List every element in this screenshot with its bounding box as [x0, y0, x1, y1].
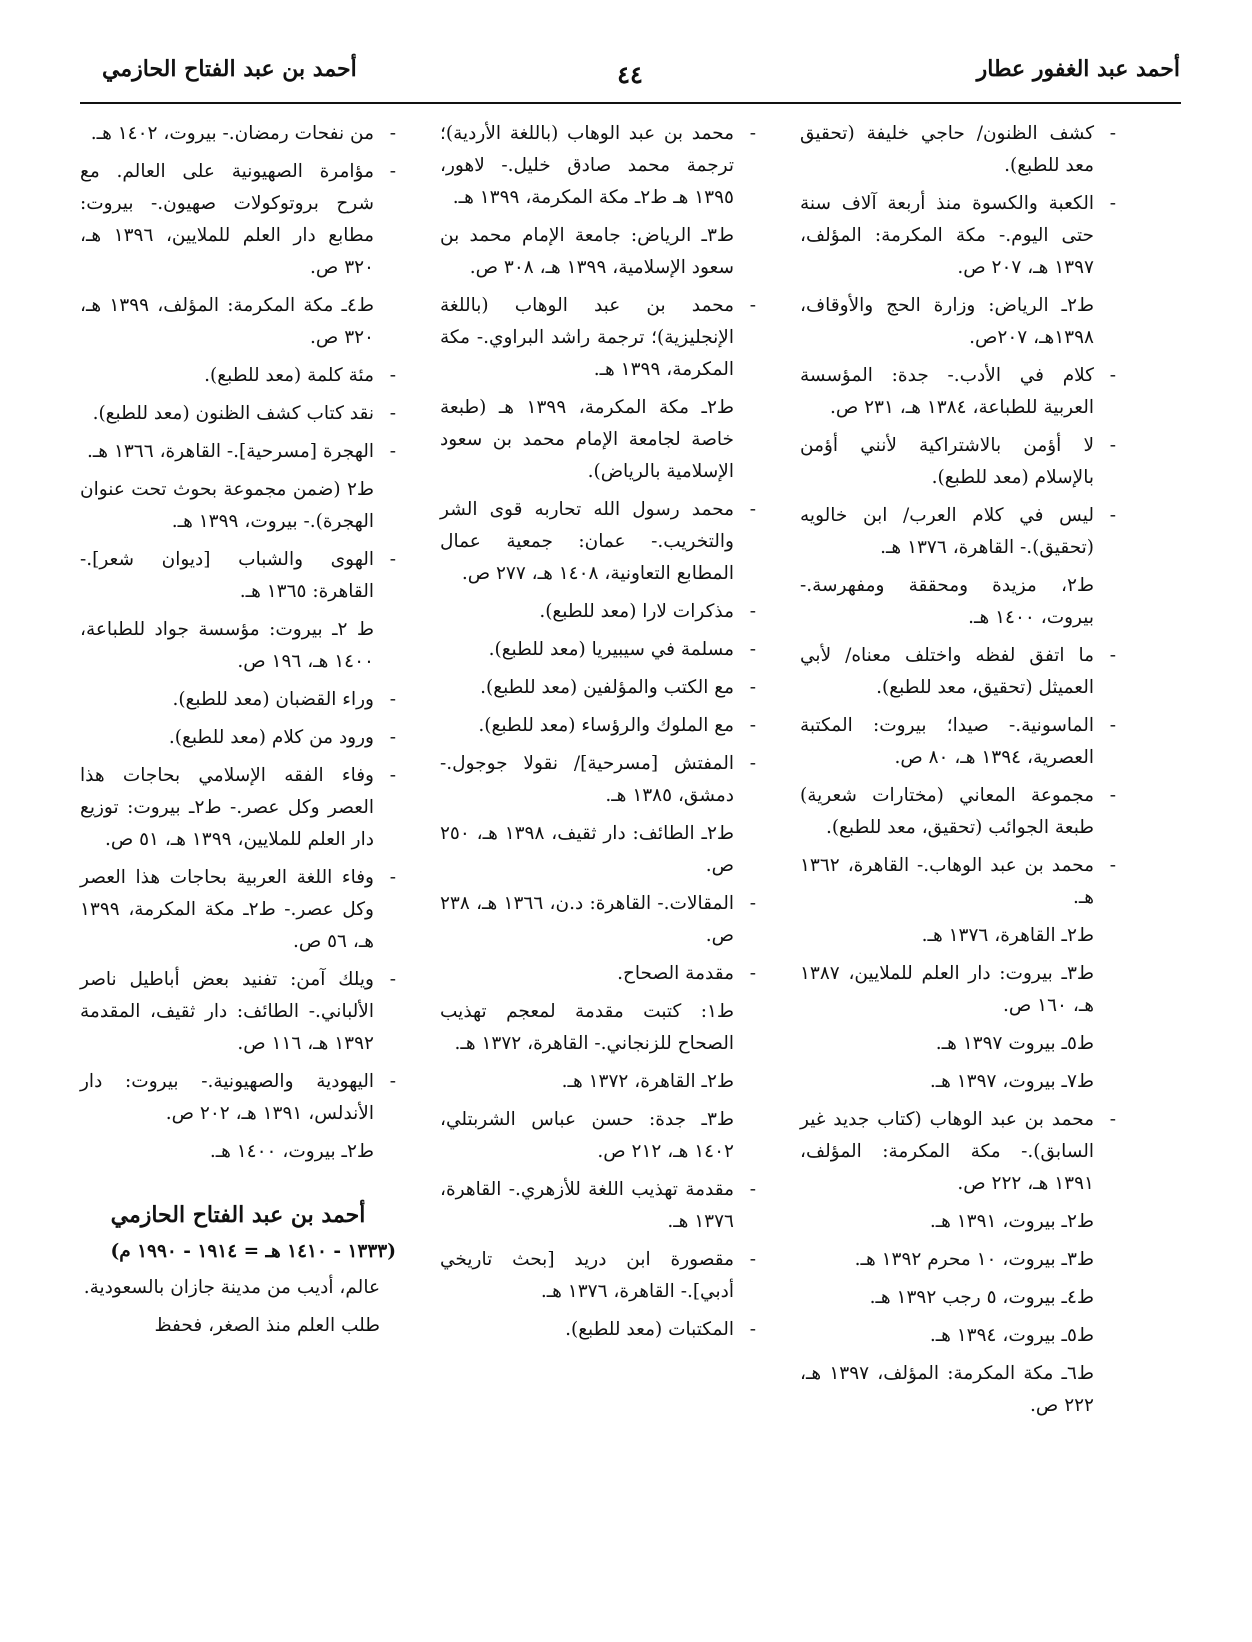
bibliography-entry: [440, 118, 756, 214]
edition-note: ط٤ـ بيروت، ٥ رجب ١٣٩٢ هـ.: [869, 1287, 1094, 1308]
bibliography-entry: [80, 862, 396, 958]
bibliography-entry: [440, 596, 756, 628]
entry-dash: -: [1109, 505, 1116, 526]
running-head-left: أحمد بن عبد الفتاح الحازمي: [102, 56, 357, 82]
column-right: [800, 118, 1116, 1428]
entry-dash: -: [389, 727, 396, 748]
entry-dash: -: [749, 753, 756, 774]
bibliography-entry: [440, 710, 756, 742]
entry-text: الكعبة والكسوة منذ أربعة آلاف سنة حتى اليوم.- مكة المكرمة: المؤلف، ١٣٩٧ هـ، ٢٠٧ ص.: [800, 193, 1094, 278]
entry-text: مع الملوك والرؤساء (معد للطبع).: [478, 715, 734, 736]
entry-dash: -: [1109, 365, 1116, 386]
biography-paragraph: عالم، أديب من مدينة جازان بالسعودية.: [83, 1277, 380, 1298]
entry-dash: -: [749, 1179, 756, 1200]
entry-text: مع الكتب والمؤلفين (معد للطبع).: [480, 677, 734, 698]
entry-text: المقالات.- القاهرة: د.ن، ١٣٦٦ هـ، ٢٣٨ ص.: [440, 893, 734, 946]
bibliography-entry: [800, 500, 1116, 564]
entry-text: محمد بن عبد الوهاب (باللغة الإنجليزية)؛ ترجمة راشد البراوي.- مكة المكرمة، ١٣٩٩ هـ.: [440, 295, 734, 380]
bibliography-entry: [80, 398, 396, 430]
entry-dash: -: [1109, 1109, 1116, 1130]
edition-note: ط٢ـ القاهرة، ١٣٧٢ هـ.: [561, 1071, 734, 1092]
entry-text: المفتش [مسرحية]/ نقولا جوجول.- دمشق، ١٣٨٥ هـ.: [440, 753, 734, 806]
bibliography-entry: [440, 1244, 756, 1308]
bibliography-entry: [440, 672, 756, 704]
biography-paragraph: طلب العلم منذ الصغر، فحفظ: [154, 1315, 380, 1336]
edition-note: ط٣ـ بيروت: دار العلم للملايين، ١٣٨٧ هـ، ١٦٠ ص.: [800, 963, 1094, 1016]
edition-note: ط٢ـ مكة المكرمة، ١٣٩٩ هـ (طبعة خاصة لجامعة الإمام محمد بن سعود الإسلامية بالرياض).: [440, 397, 734, 482]
bibliography-entry: [800, 360, 1116, 424]
entry-dash: -: [1109, 193, 1116, 214]
entry-text: اليهودية والصهيونية.- بيروت: دار الأندلس، ١٣٩١ هـ، ٢٠٢ ص.: [80, 1071, 374, 1124]
entry-dash: -: [1109, 123, 1116, 144]
edition-note: ط٢ـ الطائف: دار ثقيف، ١٣٩٨ هـ، ٢٥٠ ص.: [440, 823, 734, 876]
bibliography-entry: [440, 958, 756, 990]
entry-dash: -: [1109, 715, 1116, 736]
page-number: ٤٤: [617, 60, 643, 89]
entry-dash: -: [389, 1071, 396, 1092]
entry-text: كشف الظنون/ حاجي خليفة (تحقيق معد للطبع).: [800, 123, 1094, 176]
entry-text: محمد بن عبد الوهاب (باللغة الأردية)؛ ترجمة محمد صادق خليل.- لاهور، ١٣٩٥ هـ ط٢ـ مكة المكرمة، ١٣٩٩ هـ.: [440, 123, 734, 208]
entry-dash: -: [389, 403, 396, 424]
column-middle: [440, 118, 756, 1352]
edition-note: ط٣ـ بيروت، ١٠ محرم ١٣٩٢ هـ.: [854, 1249, 1094, 1270]
entry-text: مجموعة المعاني (مختارات شعرية) طبعة الجوائب (تحقيق، معد للطبع).: [800, 785, 1094, 838]
edition-note: ط٦ـ مكة المكرمة: المؤلف، ١٣٩٧ هـ، ٢٢٢ ص.: [800, 1363, 1095, 1416]
edition-note: ط٢، مزيدة ومحققة ومفهرسة.- بيروت، ١٤٠٠ هـ.: [800, 575, 1094, 628]
entry-dash: -: [749, 893, 756, 914]
bibliography-entry: [800, 430, 1116, 494]
entry-text: ويلك آمن: تفنيد بعض أباطيل ناصر الألباني.- الطائف: دار ثقيف، المقدمة ١٣٩٢ هـ، ١١٦ ص.: [80, 969, 374, 1054]
entry-text: الهجرة [مسرحية].- القاهرة، ١٣٦٦ هـ.: [87, 441, 374, 462]
entry-text: نقد كتاب كشف الظنون (معد للطبع).: [92, 403, 374, 424]
entry-dash: -: [389, 765, 396, 786]
bibliography-entry: [80, 156, 396, 284]
edition-note: ط١: كتبت مقدمة لمعجم تهذيب الصحاح للزنجاني.- القاهرة، ١٣٧٢ هـ.: [440, 1001, 734, 1054]
entry-dash: -: [749, 1249, 756, 1270]
entry-text: وراء القضبان (معد للطبع).: [172, 689, 374, 710]
bibliography-entry: [800, 1104, 1116, 1200]
edition-note: ط٧ـ بيروت، ١٣٩٧ هـ.: [929, 1071, 1094, 1092]
entry-text: مذكرات لارا (معد للطبع).: [539, 601, 734, 622]
entry-dash: -: [749, 601, 756, 622]
entry-dash: -: [389, 123, 396, 144]
bibliography-entry: [80, 1066, 396, 1130]
biography-dates: (١٣٣٣ - ١٤١٠ هـ = ١٩١٤ - ١٩٩٠ م): [110, 1241, 396, 1262]
bibliography-entry: [80, 118, 396, 150]
bibliography-entry: [80, 722, 396, 754]
bibliography-entry: [800, 640, 1116, 704]
edition-note: ط٢ـ بيروت، ١٤٠٠ هـ.: [209, 1141, 374, 1162]
edition-note: ط٢ (ضمن مجموعة بحوث تحت عنوان الهجرة).- بيروت، ١٣٩٩ هـ.: [80, 479, 374, 532]
edition-note: ط٢ـ بيروت، ١٣٩١ هـ.: [929, 1211, 1094, 1232]
entry-text: من نفحات رمضان.- بيروت، ١٤٠٢ هـ.: [90, 123, 374, 144]
edition-note: ط٤ـ مكة المكرمة: المؤلف، ١٣٩٩ هـ، ٣٢٠ ص.: [80, 295, 375, 348]
edition-note: ط٢ـ الرياض: وزارة الحج والأوقاف، ١٣٩٨هـ، ٢٠٧ص.: [800, 295, 1094, 348]
entry-dash: -: [389, 365, 396, 386]
page-header: [80, 50, 1180, 98]
bibliography-entry: [800, 710, 1116, 774]
edition-note: ط ٢ـ بيروت: مؤسسة جواد للطباعة، ١٤٠٠ هـ، ١٩٦ ص.: [80, 619, 374, 672]
entry-text: مؤامرة الصهيونية على العالم. مع شرح بروتوكولات صهيون.- بيروت: مطابع دار العلم للملايين، ١٣٩٦ هـ، ٣٢٠ ص.: [80, 161, 374, 278]
bibliography-entry: [80, 360, 396, 392]
entry-dash: -: [1109, 855, 1116, 876]
entry-dash: -: [749, 1319, 756, 1340]
bibliography-entry: [80, 544, 396, 608]
entry-dash: -: [389, 969, 396, 990]
entry-text: ليس في كلام العرب/ ابن خالويه (تحقيق).- القاهرة، ١٣٧٦ هـ.: [800, 505, 1094, 558]
entry-dash: -: [749, 295, 756, 316]
entry-dash: -: [389, 689, 396, 710]
running-head-right: أحمد عبد الغفور عطار: [976, 56, 1180, 82]
bibliography-entry: [80, 684, 396, 716]
bibliography-entry: [440, 290, 756, 386]
entry-dash: -: [389, 441, 396, 462]
entry-text: محمد بن عبد الوهاب.- القاهرة، ١٣٦٢ هـ.: [800, 855, 1094, 908]
entry-text: ما اتفق لفظه واختلف معناه/ لأبي العميثل (تحقيق، معد للطبع).: [800, 645, 1094, 698]
entry-text: مئة كلمة (معد للطبع).: [204, 365, 374, 386]
bibliography-entry: [440, 634, 756, 666]
entry-text: مقصورة ابن دريد [بحث تاريخي أدبي].- القاهرة، ١٣٧٦ هـ.: [440, 1249, 734, 1302]
entry-text: كلام في الأدب.- جدة: المؤسسة العربية للطباعة، ١٣٨٤ هـ، ٢٣١ ص.: [800, 365, 1094, 418]
entry-text: ورود من كلام (معد للطبع).: [168, 727, 374, 748]
entry-dash: -: [749, 639, 756, 660]
entry-text: لا أؤمن بالاشتراكية لأنني أؤمن بالإسلام (معد للطبع).: [800, 435, 1094, 488]
edition-note: ط٣ـ جدة: حسن عباس الشربتلي، ١٤٠٢ هـ، ٢١٢ ص.: [440, 1109, 734, 1162]
entry-dash: -: [749, 677, 756, 698]
edition-note: ط٣ـ الرياض: جامعة الإمام محمد بن سعود الإسلامية، ١٣٩٩ هـ، ٣٠٨ ص.: [440, 225, 734, 278]
bibliography-entry: [440, 888, 756, 952]
entry-text: مسلمة في سيبيريا (معد للطبع).: [488, 639, 734, 660]
biography-name: أحمد بن عبد الفتاح الحازمي: [110, 1202, 366, 1228]
bibliography-entry: [440, 1174, 756, 1238]
bibliography-entry: [800, 118, 1116, 182]
column-left: [80, 118, 396, 1348]
bibliography-entry: [800, 188, 1116, 284]
entry-dash: -: [1109, 435, 1116, 456]
bibliography-entry: [80, 436, 396, 468]
bibliography-entry: [80, 760, 396, 856]
entry-dash: -: [389, 161, 396, 182]
entry-dash: -: [1109, 645, 1116, 666]
entry-dash: -: [389, 867, 396, 888]
entry-dash: -: [389, 549, 396, 570]
entry-text: وفاء اللغة العربية بحاجات هذا العصر وكل عصر.- ط٢ـ مكة المكرمة، ١٣٩٩ هـ، ٥٦ ص.: [80, 867, 374, 952]
entry-text: محمد رسول الله تحاربه قوى الشر والتخريب.- عمان: جمعية عمال المطابع التعاونية، ١٤٠٨ هـ، ٢٧٧ ص.: [440, 499, 734, 584]
entry-text: وفاء الفقه الإسلامي بحاجات هذا العصر وكل عصر.- ط٢ـ بيروت: توزيع دار العلم للملايين، ١٣٩٩ هـ، ٥١ ص.: [80, 765, 375, 850]
entry-dash: -: [749, 499, 756, 520]
bibliography-entry: [80, 964, 396, 1060]
entry-dash: -: [1109, 785, 1116, 806]
bibliography-entry: [440, 748, 756, 812]
bibliography-entry: [800, 780, 1116, 844]
entry-dash: -: [749, 123, 756, 144]
entry-text: المكتبات (معد للطبع).: [565, 1319, 734, 1340]
entry-text: مقدمة تهذيب اللغة للأزهري.- القاهرة، ١٣٧٦ هـ.: [440, 1179, 734, 1232]
edition-note: ط٢ـ القاهرة، ١٣٧٦ هـ.: [921, 925, 1094, 946]
entry-text: مقدمة الصحاح.: [617, 963, 734, 984]
bibliography-entry: [440, 1314, 756, 1346]
edition-note: ط٥ـ بيروت ١٣٩٧ هـ.: [935, 1033, 1094, 1054]
entry-text: الماسونية.- صيدا؛ بيروت: المكتبة العصرية، ١٣٩٤ هـ، ٨٠ ص.: [800, 715, 1094, 768]
bibliography-entry: [440, 494, 756, 590]
header-rule: [80, 102, 1181, 104]
edition-note: ط٥ـ بيروت، ١٣٩٤ هـ.: [929, 1325, 1094, 1346]
entry-dash: -: [749, 715, 756, 736]
entry-text: محمد بن عبد الوهاب (كتاب جديد غير السابق).- مكة المكرمة: المؤلف، ١٣٩١ هـ، ٢٢٢ ص.: [800, 1109, 1094, 1194]
entry-text: الهوى والشباب [ديوان شعر].- القاهرة: ١٣٦٥ هـ.: [80, 549, 374, 602]
bibliography-entry: [800, 850, 1116, 914]
entry-dash: -: [749, 963, 756, 984]
